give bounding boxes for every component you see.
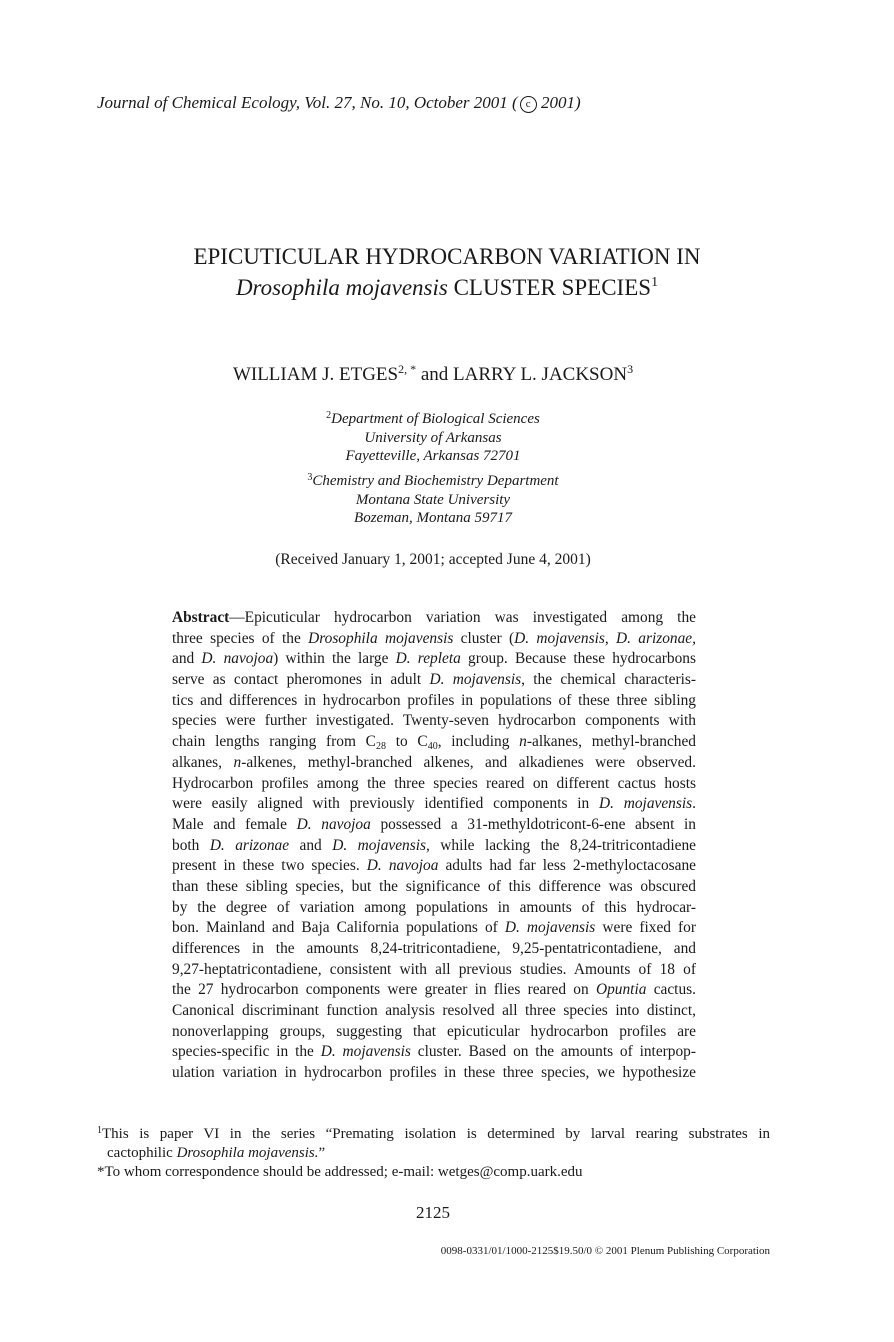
abstract-line: present in these two species. D. navojoa adults had far less 2-methyloctacosane <box>172 857 696 875</box>
footnote-1-line-2: cactophilic Drosophila mojavensis.” <box>107 1145 326 1161</box>
abstract-line: species-specific in the D. mojavensis cluster. Based on the amounts of interpop- <box>172 1043 696 1061</box>
author-1: WILLIAM J. ETGES <box>232 364 399 385</box>
affiliation-2 <box>0 472 866 528</box>
abstract-line: Canonical discriminant function analysis resolved all three species into distinct, <box>172 1002 696 1020</box>
affiliation-2-location: Bozeman, Montana 59717 <box>354 510 512 526</box>
footnote-2: *To whom correspondence should be addressed; e-mail: wetges@comp.uark.edu <box>97 1164 583 1180</box>
title-line-2 <box>0 272 894 303</box>
abstract-line: chain lengths ranging from $C_{28}$ to $C_{40}$, including n-alkanes, methyl-branched <box>172 733 696 753</box>
affiliation-2-mark: 3 <box>307 472 313 483</box>
affiliation-1-dept-text: Department of Biological Sciences <box>331 411 540 427</box>
abstract-line: bon. Mainland and Baja California populations of D. mojavensis were fixed for <box>172 919 696 937</box>
abstract-line: Male and female D. navojoa possessed a 31-methyldotricont-6-ene absent in <box>172 815 696 833</box>
abstract-line: were easily aligned with previously identified components in D. mojavensis. <box>172 795 696 813</box>
affiliation-2-institution: Montana State University <box>355 491 511 508</box>
abstract-line: species were further investigated. Twenty-seven hydrocarbon components with <box>172 712 696 730</box>
author-list <box>0 364 866 386</box>
affiliation-2-dept-text: Chemistry and Biochemistry Department <box>312 473 559 489</box>
abstract-line: and D. navojoa) within the large D. repleta group. Because these hydrocarbons <box>172 650 696 668</box>
title-footnote-mark: 1 <box>651 275 659 290</box>
abstract-line: 9,27-heptatricontadiene, consistent with all previous studies. Amounts of 18 of <box>172 960 696 978</box>
journal-citation: Journal of Chemical Ecology, Vol. 27, No. 10, October 2001 ( <box>97 93 518 112</box>
abstract-line: alkanes, n-alkenes, methyl-branched alkenes, and alkadienes were observed. <box>172 753 696 771</box>
abstract-line: the 27 hydrocarbon components were greater in flies reared on Opuntia cactus. <box>172 981 696 999</box>
page-number: 2125 <box>416 1203 450 1222</box>
publisher-copyright: 0098-0331/01/1000-2125$19.50/0 © 2001 Plenum Publishing Corporation <box>440 1245 770 1257</box>
abstract <box>172 608 696 1084</box>
journal-year: 2001) <box>536 93 581 112</box>
footnotes <box>97 1125 770 1182</box>
abstract-line: differences in the amounts 8,24-tritricontadiene, 9,25-pentatricontadiene, and <box>172 940 696 957</box>
affiliation-2-dept <box>0 472 866 491</box>
article-title <box>0 241 894 303</box>
abstract-line: than these sibling species, but the significance of this difference was obscured <box>172 877 696 895</box>
footnote-1-line-1: $^1$This is paper VI in the series “Premating isolation is determined by larval rearing substrates in <box>97 1125 770 1142</box>
abstract-line: both D. arizonae and D. mojavensis, while lacking the 8,24-tritricontadiene <box>172 836 696 854</box>
abstract-label: Abstract <box>172 609 230 626</box>
abstract-line: Hydrocarbon profiles among the three species reared on different cactus hosts <box>172 774 696 792</box>
abstract-line: serve as contact pheromones in adult D. mojavensis, the chemical characteris- <box>172 671 696 689</box>
author-1-mark: 2, * <box>398 362 417 376</box>
title-species-name: Drosophila mojavensis <box>235 275 448 300</box>
abstract-line: by the degree of variation among populations in amounts of this hydrocar- <box>172 898 696 916</box>
affiliation-1-mark: 2 <box>326 410 332 421</box>
copyright-icon: c <box>520 96 537 113</box>
title-line-1: EPICUTICULAR HYDROCARBON VARIATION IN <box>193 244 701 269</box>
author-2: LARRY L. JACKSON <box>453 364 628 385</box>
abstract-line: three species of the Drosophila mojavensis cluster (D. mojavensis, D. arizonae, <box>172 629 696 647</box>
author-conjunction: and <box>416 364 454 385</box>
received-dates: (Received January 1, 2001; accepted June 4, 2001) <box>275 551 591 568</box>
footnote-1-mark: 1 <box>97 1125 102 1136</box>
title-line-2-rest: CLUSTER SPECIES <box>447 275 652 300</box>
affiliation-1 <box>0 410 866 466</box>
affiliation-1-institution: University of Arkansas <box>364 429 502 446</box>
abstract-line: tics and differences in hydrocarbon profiles in populations of these three sibling <box>172 691 696 709</box>
author-2-mark: 3 <box>627 362 634 376</box>
affiliation-1-location: Fayetteville, Arkansas 72701 <box>345 448 521 464</box>
affiliation-1-dept <box>0 410 866 429</box>
abstract-line: nonoverlapping groups, suggesting that epicuticular hydrocarbon profiles are <box>172 1022 696 1040</box>
journal-header <box>97 93 581 113</box>
abstract-line: ulation variation in hydrocarbon profiles in these three species, we hypothesize <box>172 1064 696 1082</box>
abstract-line: Abstract—Epicuticular hydrocarbon variation was investigated among the <box>172 609 696 626</box>
